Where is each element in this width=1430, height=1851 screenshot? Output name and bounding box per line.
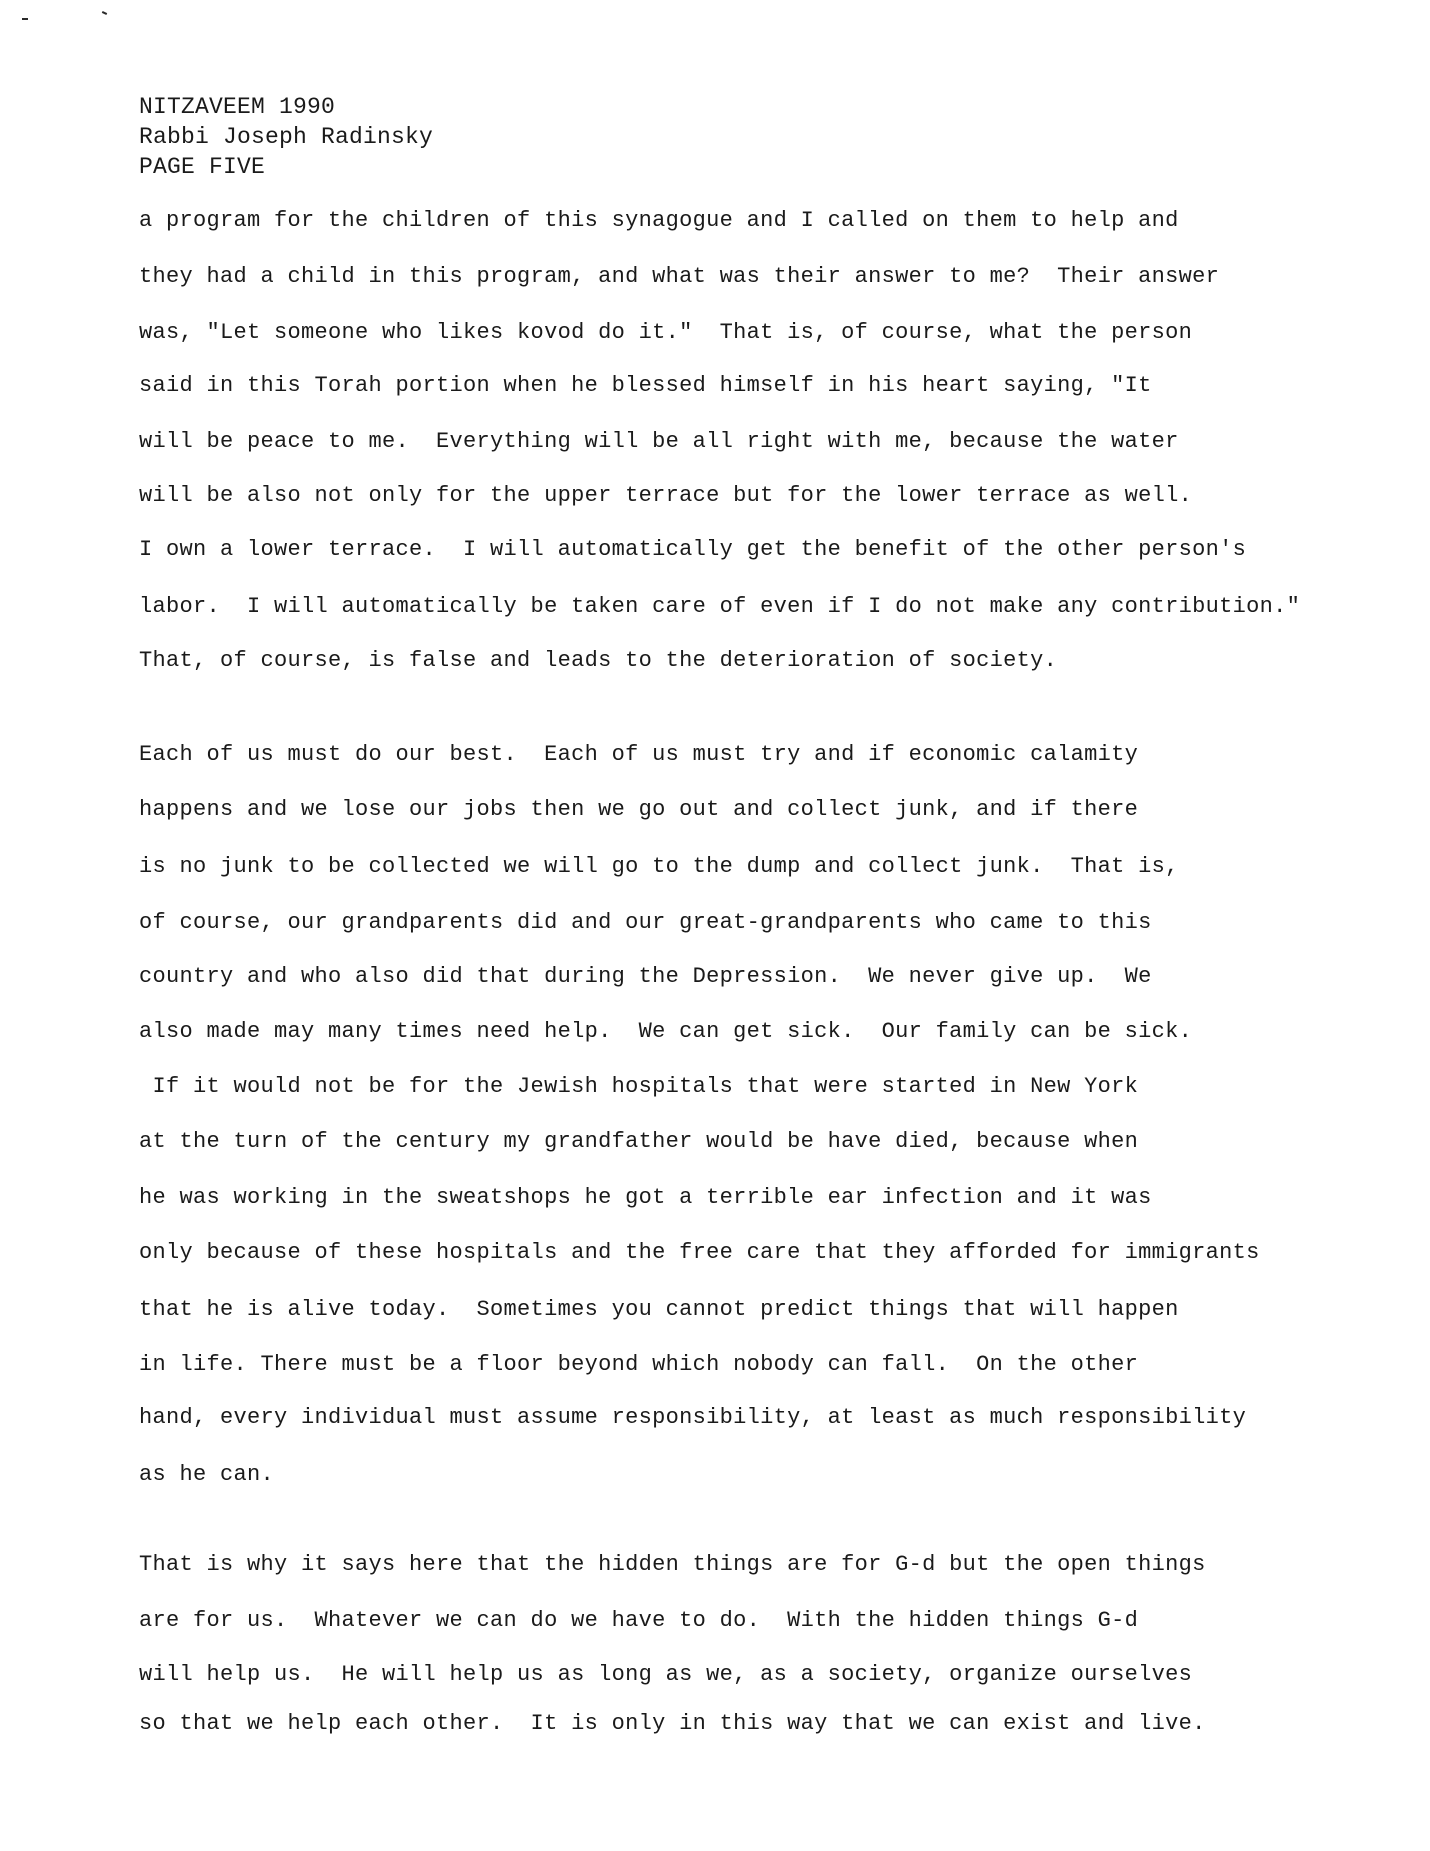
document-header	[139, 92, 433, 182]
text-line: a program for the children of this synagogue and I called on them to help and	[139, 208, 1179, 233]
text-line: That is why it says here that the hidden things are for G-d but the open things	[139, 1552, 1206, 1577]
text-line: that he is alive today. Sometimes you cannot predict things that will happen	[139, 1297, 1179, 1322]
text-line: was, "Let someone who likes kovod do it." That is, of course, what the person	[139, 320, 1193, 345]
text-line: will help us. He will help us as long as we, as a society, organize ourselves	[139, 1662, 1193, 1687]
text-line: If it would not be for the Jewish hospitals that were started in New York	[139, 1074, 1139, 1099]
text-line: they had a child in this program, and what was their answer to me? Their answer	[139, 264, 1220, 289]
text-line: happens and we lose our jobs then we go out and collect junk, and if there	[139, 797, 1139, 822]
text-line: he was working in the sweatshops he got a terrible ear infection and it was	[139, 1185, 1152, 1210]
text-line: are for us. Whatever we can do we have to do. With the hidden things G-d	[139, 1608, 1139, 1633]
text-line: in life. There must be a floor beyond which nobody can fall. On the other	[139, 1352, 1139, 1377]
text-line: I own a lower terrace. I will automatically get the benefit of the other person's	[139, 537, 1247, 562]
text-line: will be also not only for the upper terrace but for the lower terrace as well.	[139, 483, 1193, 508]
text-line: will be peace to me. Everything will be all right with me, because the water	[139, 429, 1179, 454]
text-line: at the turn of the century my grandfather would be have died, because when	[139, 1129, 1139, 1154]
text-line: said in this Torah portion when he blessed himself in his heart saying, "It	[139, 373, 1152, 398]
document-title: NITZAVEEM 1990	[139, 94, 336, 120]
page-label: PAGE FIVE	[139, 154, 266, 180]
text-line: is no junk to be collected we will go to the dump and collect junk. That is,	[139, 854, 1179, 879]
text-line: also made may many times need help. We can get sick. Our family can be sick.	[139, 1019, 1193, 1044]
text-line: only because of these hospitals and the free care that they afforded for immigrants	[139, 1240, 1260, 1265]
text-line: country and who also did that during the Depression. We never give up. We	[139, 964, 1152, 989]
text-line: labor. I will automatically be taken care of even if I do not make any contribution."	[139, 594, 1301, 619]
text-line: hand, every individual must assume responsibility, at least as much responsibility	[139, 1405, 1247, 1430]
document-author: Rabbi Joseph Radinsky	[139, 124, 434, 150]
text-line: as he can.	[139, 1462, 275, 1487]
scan-speck	[102, 11, 107, 15]
text-line: so that we help each other. It is only in this way that we can exist and live.	[139, 1711, 1206, 1736]
text-line: Each of us must do our best. Each of us must try and if economic calamity	[139, 742, 1139, 767]
text-line: That, of course, is false and leads to the deterioration of society.	[139, 648, 1058, 673]
text-line: of course, our grandparents did and our great-grandparents who came to this	[139, 910, 1152, 935]
scan-speck	[22, 18, 28, 20]
